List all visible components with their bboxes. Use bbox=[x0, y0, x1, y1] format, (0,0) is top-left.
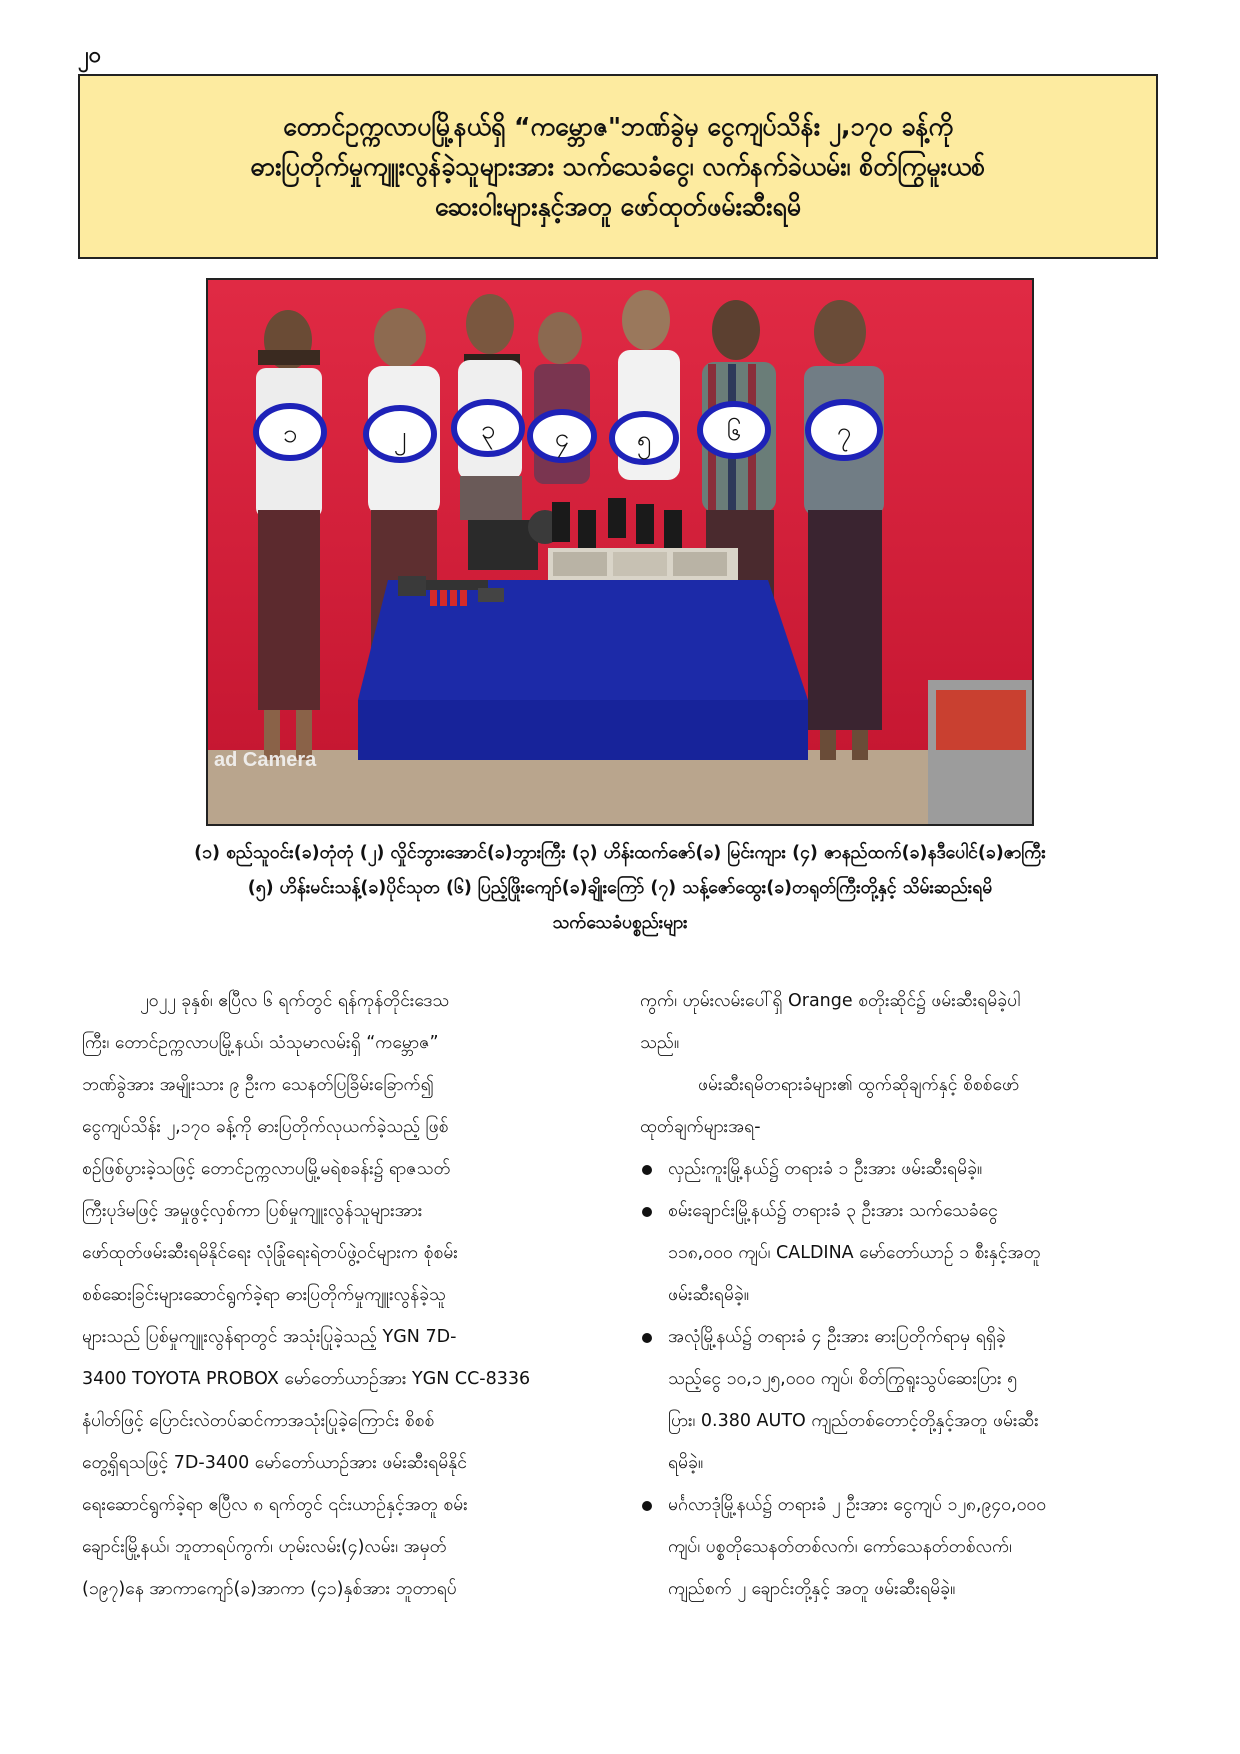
article-left-column bbox=[82, 980, 622, 1610]
bullet-line: သည့်ငွေ ၁၀,၁၂၅,၀၀၀ ကျပ်၊ စိတ်ကြွရူးသွပ်ဆေးပြား ၅ bbox=[668, 1369, 1017, 1389]
svg-text:၂: ၂ bbox=[393, 421, 407, 451]
headline-line: တောင်ဥက္ကလာပမြို့နယ်ရှိ “ကမ္ဘောဇ"ဘဏ်ခွဲမှ ငွေကျပ်သိန်း ၂,၁၇၀ ခန့်ကို bbox=[283, 111, 953, 141]
bullet-line: ကျပ်၊ ပစ္စတိုသေနတ်တစ်လက်၊ ကော်သေနတ်တစ်လက်၊ bbox=[668, 1537, 1012, 1557]
bullet-line: စမ်းချောင်းမြို့နယ်၌ တရားခံ ၃ ဦးအား သက်သေခံငွေ bbox=[668, 1201, 998, 1221]
news-photo bbox=[206, 278, 1034, 826]
badge-6 bbox=[700, 404, 768, 456]
body-line: စဉ်ဖြစ်ပွားခဲ့သဖြင့် တောင်ဥက္ကလာပမြို့မရဲစခန်း၌ ရာဇသတ် bbox=[82, 1159, 451, 1179]
svg-text:၄: ၄ bbox=[554, 423, 570, 453]
bullet-line: ရမိခဲ့။ bbox=[668, 1453, 704, 1473]
photo-caption bbox=[78, 836, 1162, 941]
body-line: သည်။ bbox=[640, 1033, 680, 1053]
article-right-column bbox=[640, 980, 1164, 1610]
body-line: 3400 TOYOTA PROBOX မော်တော်ယာဉ်အား YGN CC-8336 bbox=[82, 1369, 531, 1389]
body-line: တွေ့ရှိရသဖြင့် 7D-3400 မော်တော်ယာဉ်အား ဖမ်းဆီးရမိနိုင် bbox=[82, 1453, 467, 1473]
body-line: ဖော်ထုတ်ဖမ်းဆီးရမိနိုင်ရေး လုံခြုံရေးရဲတပ်ဖွဲ့ဝင်များက စုံစမ်း bbox=[82, 1243, 458, 1263]
bullet-line: ပြား၊ 0.380 AUTO ကျည်တစ်တောင့်တို့နှင့်အတူ ဖမ်းဆီး bbox=[668, 1411, 1039, 1431]
caption-line: (၁) စည်သူဝင်း(ခ)တုံတုံ (၂) လှိုင်ဘွားအောင်(ခ)ဘွားကြီး (၃) ဟိန်းထက်ဇော်(ခ) မြင်းကျား (၄) ဇာနည်ထက်(ခ)နဒီပေါင်(ခ)ဇာကြီး bbox=[194, 843, 1046, 863]
body-line: ဖမ်းဆီးရမိတရားခံများ၏ ထွက်ဆိုချက်နှင့် စိစစ်ဖော် bbox=[698, 1075, 1020, 1095]
svg-text:၆: ၆ bbox=[726, 417, 742, 447]
camera-watermark: ad Camera bbox=[214, 749, 317, 771]
svg-text:၁: ၁ bbox=[282, 419, 298, 449]
person-7 bbox=[804, 300, 884, 760]
body-line: ဘဏ်ခွဲအား အမျိုးသား ၉ ဦးက သေနတ်ပြခြိမ်းခြောက်၍ bbox=[82, 1075, 434, 1095]
badge-2 bbox=[366, 408, 434, 460]
floor bbox=[208, 750, 1034, 826]
headline-line: ဆေးဝါးများနှင့်အတူ ဖော်ထုတ်ဖမ်းဆီးရမိ bbox=[434, 191, 802, 221]
bullet-line: ဖမ်းဆီးရမိခဲ့။ bbox=[668, 1285, 749, 1305]
body-line: ထုတ်ချက်များအရ- bbox=[640, 1117, 761, 1137]
badge-5 bbox=[612, 414, 676, 462]
body-line: များသည် ပြစ်မှုကျူးလွန်ရာတွင် အသုံးပြုခဲ့သည့် YGN 7D- bbox=[82, 1327, 457, 1347]
arrest-list bbox=[640, 1148, 1164, 1610]
bullet-line: မင်္ဂလာဒုံမြို့နယ်၌ တရားခံ ၂ ဦးအား ငွေကျပ် ၁၂၈,၉၄၀,၀၀၀ bbox=[668, 1495, 1047, 1515]
body-line: ချောင်းမြို့နယ်၊ ဘူတာရပ်ကွက်၊ ဟုမ်းလမ်း(၄)လမ်း၊ အမှတ် bbox=[82, 1537, 447, 1557]
caption-line: သက်သေခံပစ္စည်းများ bbox=[552, 913, 688, 933]
arrest-list-item bbox=[640, 1484, 1164, 1610]
bullet-line: ၁၁၈,၀၀၀ ကျပ်၊ CALDINA မော်တော်ယာဉ် ၁ စီးနှင့်အတူ bbox=[668, 1243, 1041, 1263]
page-number: ၂၀ bbox=[78, 43, 102, 68]
badge-3 bbox=[454, 402, 522, 454]
badge-4 bbox=[530, 412, 594, 460]
svg-text:၅: ၅ bbox=[636, 425, 652, 455]
arrest-list-item bbox=[640, 1148, 1164, 1190]
body-line: စစ်ဆေးခြင်းများဆောင်ရွက်ခဲ့ရာ ဓားပြတိုက်မှုကျူးလွန်ခဲ့သူ bbox=[82, 1285, 446, 1305]
bullet-line: လှည်းကူးမြို့နယ်၌ တရားခံ ၁ ဦးအား ဖမ်းဆီးရမိခဲ့။ bbox=[668, 1159, 983, 1179]
headline-line: ဓားပြတိုက်မှုကျူးလွန်ခဲ့သူများအား သက်သေခံငွေ၊ လက်နက်ခဲယမ်း၊ စိတ်ကြွမူးယစ် bbox=[250, 151, 986, 181]
arrest-list-item bbox=[640, 1190, 1164, 1316]
body-line: ရေးဆောင်ရွက်ခဲ့ရာ ဧပြီလ ၈ ရက်တွင် ၎င်းယာဉ်နှင့်အတူ စမ်း bbox=[82, 1495, 468, 1515]
svg-text:၇: ၇ bbox=[836, 417, 852, 447]
bullet-line: ကျည်စက် ၂ ချောင်းတို့နှင့် အတူ ဖမ်းဆီးရမိခဲ့။ bbox=[668, 1579, 956, 1599]
headline-box bbox=[78, 74, 1158, 259]
svg-text:၃: ၃ bbox=[480, 415, 496, 445]
arrest-list-item bbox=[640, 1316, 1164, 1484]
body-line: ကြီး၊ တောင်ဥက္ကလာပမြို့နယ်၊ သံသုမာလမ်းရှိ “ကမ္ဘောဇ” bbox=[82, 1033, 439, 1053]
caption-line: (၅) ဟိန်းမင်းသန့်(ခ)ပိုင်သုတ (၆) ပြည့်ဖြိုးကျော်(ခ)ချိုးကြော် (၇) သန့်ဇော်ထွေး(ခ)တရုတ်ကြီးတို့နှင့် သိမ်းဆည်းရမိ bbox=[247, 878, 993, 898]
body-line: (၁၉၇)နေ အာကာကျော်(ခ)အာကာ (၄၁)နှစ်အား ဘူတာရပ် bbox=[82, 1579, 457, 1599]
body-line: ကွက်၊ ဟုမ်းလမ်းပေါ်ရှိ Orange စတိုးဆိုင်၌ ဖမ်းဆီးရမိခဲ့ပါ bbox=[640, 991, 1021, 1011]
badge-1 bbox=[256, 406, 324, 458]
body-line: နံပါတ်ဖြင့် ပြောင်းလဲတပ်ဆင်ကာအသုံးပြုခဲ့ကြောင်း စိစစ် bbox=[82, 1411, 435, 1431]
person-1 bbox=[256, 310, 322, 760]
body-line: ၂၀၂၂ ခုနှစ်၊ ဧပြီလ ၆ ရက်တွင် ရန်ကုန်တိုင်းဒေသ bbox=[140, 991, 450, 1011]
body-line: ကြီးပုဒ်မဖြင့် အမှုဖွင့်လှစ်ကာ ပြစ်မှုကျူးလွန်သူများအား bbox=[82, 1201, 423, 1221]
bullet-line: အလုံမြို့နယ်၌ တရားခံ ၄ ဦးအား ဓားပြတိုက်ရာမှ ရရှိခဲ့ bbox=[668, 1327, 1006, 1347]
body-line: ငွေကျပ်သိန်း ၂,၁၇၀ ခန့်ကို ဓားပြတိုက်လုယက်ခဲ့သည့် ဖြစ် bbox=[82, 1117, 449, 1137]
badge-7 bbox=[808, 402, 880, 458]
suspects-photo-illustration bbox=[208, 280, 1034, 826]
